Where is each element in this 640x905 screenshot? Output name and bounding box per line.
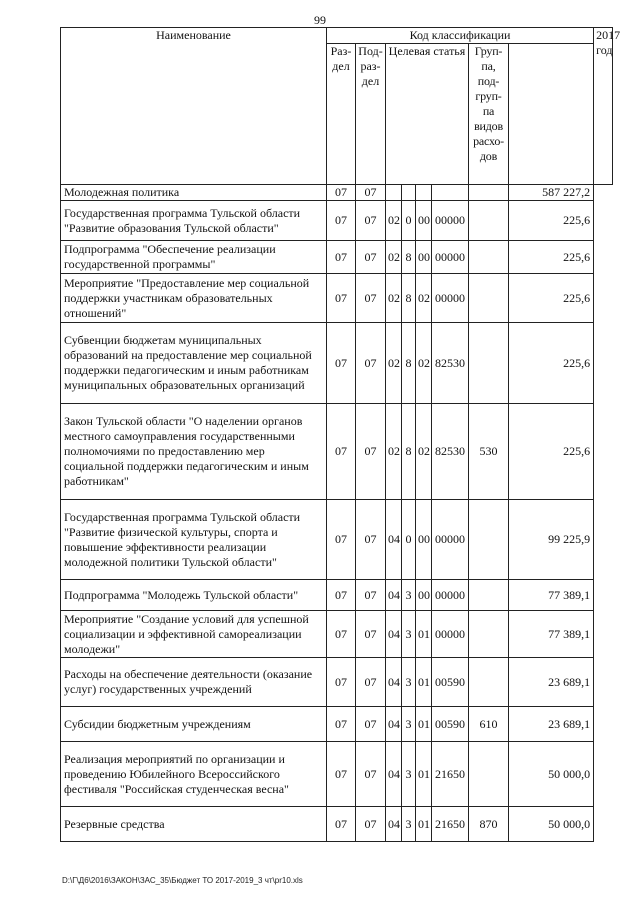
row-event-code: 01 <box>416 807 432 842</box>
table-row <box>61 707 613 742</box>
row-event-code: 02 <box>416 404 432 500</box>
row-razdel: 07 <box>327 707 356 742</box>
row-program-code: 04 <box>386 707 402 742</box>
row-program-code: 02 <box>386 323 402 404</box>
row-event-code: 00 <box>416 580 432 611</box>
table-row <box>61 500 613 580</box>
header-name: Наименование <box>61 28 327 185</box>
row-subprogram-code <box>402 185 416 201</box>
row-razdel: 07 <box>327 742 356 807</box>
row-razdel: 07 <box>327 404 356 500</box>
row-amount: 50 000,0 <box>509 742 594 807</box>
row-direction-code: 82530 <box>432 404 469 500</box>
row-subprogram-code: 8 <box>402 404 416 500</box>
row-podrazdel: 07 <box>356 580 386 611</box>
row-podrazdel: 07 <box>356 323 386 404</box>
table-row <box>61 658 613 707</box>
row-direction-code: 00590 <box>432 658 469 707</box>
row-razdel: 07 <box>327 807 356 842</box>
row-subprogram-code: 8 <box>402 274 416 323</box>
row-podrazdel: 07 <box>356 707 386 742</box>
row-program-code <box>386 185 402 201</box>
row-razdel: 07 <box>327 658 356 707</box>
row-direction-code: 00000 <box>432 241 469 274</box>
row-razdel: 07 <box>327 580 356 611</box>
row-program-code: 04 <box>386 580 402 611</box>
table-row <box>61 807 613 842</box>
row-expense-type <box>469 742 509 807</box>
row-event-code <box>416 185 432 201</box>
row-name: Подпрограмма "Обеспечение реализации государственной программы" <box>61 241 327 274</box>
table-row <box>61 404 613 500</box>
row-direction-code: 21650 <box>432 807 469 842</box>
row-expense-type <box>469 500 509 580</box>
row-event-code: 01 <box>416 707 432 742</box>
row-direction-code: 21650 <box>432 742 469 807</box>
file-path-footer: D:\Г\Д6\2016\ЗАКОН\ЗАС_35\Бюджет ТО 2017-2019_3 чт\pr10.xls <box>62 876 303 885</box>
row-direction-code: 82530 <box>432 323 469 404</box>
row-subprogram-code: 8 <box>402 241 416 274</box>
row-amount: 77 389,1 <box>509 611 594 658</box>
row-name: Государственная программа Тульской области "Развитие физической культуры, спорта и повышение эффективности реализации молодежной политики Тульской области" <box>61 500 327 580</box>
row-event-code: 01 <box>416 658 432 707</box>
row-program-code: 02 <box>386 274 402 323</box>
row-subprogram-code: 0 <box>402 201 416 241</box>
row-podrazdel: 07 <box>356 742 386 807</box>
row-podrazdel: 07 <box>356 404 386 500</box>
row-podrazdel: 07 <box>356 274 386 323</box>
row-name: Реализация мероприятий по организации и проведению Юбилейного Всероссийского фестиваля "Российская студенческая весна" <box>61 742 327 807</box>
row-name: Подпрограмма "Молодежь Тульской области" <box>61 580 327 611</box>
row-program-code: 04 <box>386 611 402 658</box>
row-program-code: 04 <box>386 500 402 580</box>
row-name: Субсидии бюджетным учреждениям <box>61 707 327 742</box>
page-number: 99 <box>314 13 326 27</box>
table-row <box>61 185 613 201</box>
row-direction-code: 00000 <box>432 580 469 611</box>
row-amount: 225,6 <box>509 323 594 404</box>
row-name: Расходы на обеспечение деятельности (оказание услуг) государственных учреждений <box>61 658 327 707</box>
row-razdel: 07 <box>327 274 356 323</box>
row-expense-type <box>469 580 509 611</box>
row-name: Мероприятие "Предоставление мер социальной поддержки участникам образовательных отношений" <box>61 274 327 323</box>
row-expense-type: 870 <box>469 807 509 842</box>
row-expense-type <box>469 611 509 658</box>
row-expense-type <box>469 274 509 323</box>
row-subprogram-code: 3 <box>402 580 416 611</box>
row-podrazdel: 07 <box>356 807 386 842</box>
table-row <box>61 323 613 404</box>
row-subprogram-code: 3 <box>402 742 416 807</box>
row-razdel: 07 <box>327 611 356 658</box>
row-program-code: 04 <box>386 742 402 807</box>
row-razdel: 07 <box>327 323 356 404</box>
row-event-code: 02 <box>416 274 432 323</box>
table-row <box>61 241 613 274</box>
row-direction-code: 00000 <box>432 274 469 323</box>
row-expense-type <box>469 323 509 404</box>
row-expense-type: 610 <box>469 707 509 742</box>
row-subprogram-code: 3 <box>402 658 416 707</box>
header-target-article: Целевая статья <box>386 44 469 185</box>
row-amount: 77 389,1 <box>509 580 594 611</box>
row-podrazdel: 07 <box>356 611 386 658</box>
row-name: Государственная программа Тульской области "Развитие образования Тульской области" <box>61 201 327 241</box>
table-row <box>61 580 613 611</box>
row-expense-type <box>469 241 509 274</box>
header-year: 2017 год <box>594 28 613 185</box>
row-expense-type: 530 <box>469 404 509 500</box>
row-event-code: 00 <box>416 500 432 580</box>
row-amount: 99 225,9 <box>509 500 594 580</box>
header-expense-group: Груп- па, под- груп- па видов расхо- дов <box>469 44 509 185</box>
row-podrazdel: 07 <box>356 201 386 241</box>
row-razdel: 07 <box>327 241 356 274</box>
row-razdel: 07 <box>327 185 356 201</box>
row-podrazdel: 07 <box>356 500 386 580</box>
header-podrazdel: Под- раз- дел <box>356 44 386 185</box>
row-amount: 225,6 <box>509 274 594 323</box>
row-event-code: 00 <box>416 201 432 241</box>
row-event-code: 01 <box>416 611 432 658</box>
table-row <box>61 611 613 658</box>
row-name: Резервные средства <box>61 807 327 842</box>
row-name: Мероприятие "Создание условий для успешной социализации и эффективной самореализации молодежи" <box>61 611 327 658</box>
row-podrazdel: 07 <box>356 185 386 201</box>
row-program-code: 02 <box>386 201 402 241</box>
row-subprogram-code: 8 <box>402 323 416 404</box>
row-expense-type <box>469 658 509 707</box>
row-subprogram-code: 3 <box>402 807 416 842</box>
row-subprogram-code: 3 <box>402 707 416 742</box>
row-razdel: 07 <box>327 500 356 580</box>
row-amount: 225,6 <box>509 241 594 274</box>
budget-table <box>60 27 621 842</box>
row-amount: 225,6 <box>509 404 594 500</box>
row-podrazdel: 07 <box>356 241 386 274</box>
row-amount: 225,6 <box>509 201 594 241</box>
row-event-code: 00 <box>416 241 432 274</box>
row-event-code: 01 <box>416 742 432 807</box>
row-program-code: 02 <box>386 404 402 500</box>
row-subprogram-code: 3 <box>402 611 416 658</box>
row-direction-code: 00000 <box>432 611 469 658</box>
header-razdel: Раз- дел <box>327 44 356 185</box>
table-body <box>61 185 613 842</box>
row-expense-type <box>469 185 509 201</box>
table-row <box>61 201 613 241</box>
row-direction-code: 00590 <box>432 707 469 742</box>
row-name: Закон Тульской области "О наделении органов местного самоуправления государственными полномочиями по предоставлению мер социальной поддержки педагогическим и иным работникам" <box>61 404 327 500</box>
row-direction-code: 00000 <box>432 500 469 580</box>
row-program-code: 04 <box>386 807 402 842</box>
row-program-code: 02 <box>386 241 402 274</box>
row-name: Молодежная политика <box>61 185 327 201</box>
row-amount: 23 689,1 <box>509 707 594 742</box>
row-direction-code: 00000 <box>432 201 469 241</box>
row-amount: 587 227,2 <box>509 185 594 201</box>
table-row <box>61 742 613 807</box>
row-direction-code <box>432 185 469 201</box>
row-expense-type <box>469 201 509 241</box>
row-subprogram-code: 0 <box>402 500 416 580</box>
row-amount: 50 000,0 <box>509 807 594 842</box>
row-event-code: 02 <box>416 323 432 404</box>
header-classification: Код классификации <box>327 28 594 44</box>
table-row <box>61 274 613 323</box>
row-amount: 23 689,1 <box>509 658 594 707</box>
row-name: Субвенции бюджетам муниципальных образований на предоставление мер социальной поддержки педагогическим и иным работникам муниципальных образовательных организаций <box>61 323 327 404</box>
row-podrazdel: 07 <box>356 658 386 707</box>
row-program-code: 04 <box>386 658 402 707</box>
row-razdel: 07 <box>327 201 356 241</box>
